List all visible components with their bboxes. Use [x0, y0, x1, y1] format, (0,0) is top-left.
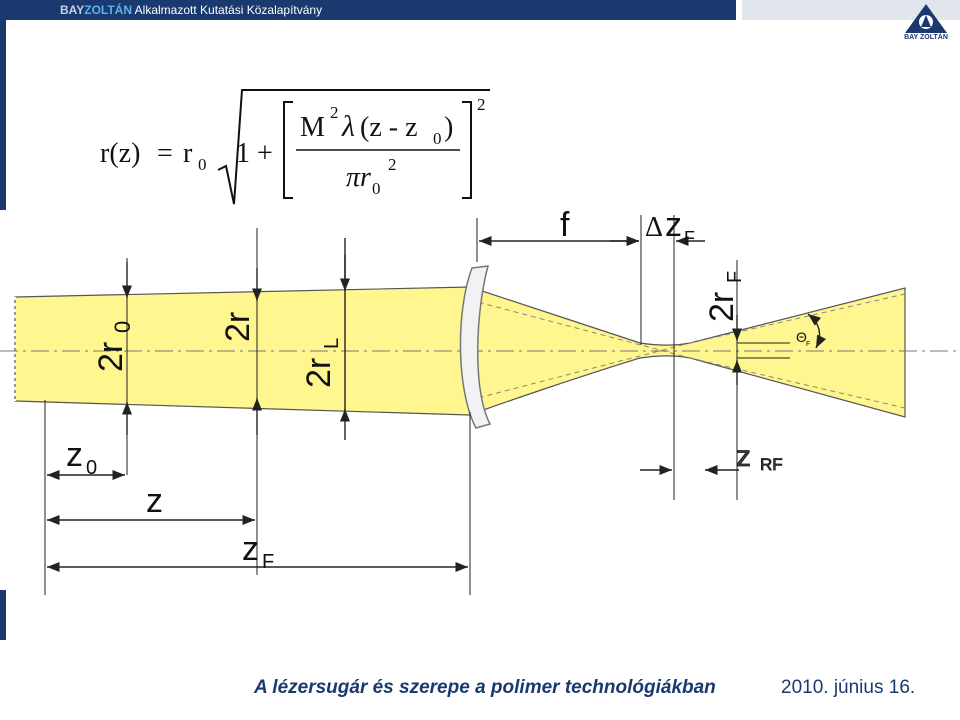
formula-paren: (z - z — [360, 112, 418, 143]
svg-text:2r: 2r — [703, 291, 741, 322]
formula-paren-close: ) — [444, 112, 454, 143]
formula-outer-exp: 2 — [477, 95, 486, 114]
svg-text:z: z — [736, 440, 751, 473]
label-delta-z: z — [665, 206, 682, 244]
formula-M-exp: 2 — [330, 103, 339, 122]
svg-text:2r: 2r — [92, 341, 130, 372]
footer-title: A lézersugár és szerepe a polimer technológiákban — [254, 677, 716, 698]
label-delta: Δ — [645, 212, 664, 243]
brand-name-part1: BAY — [60, 3, 85, 17]
svg-text:L: L — [321, 337, 343, 349]
label-f: f — [560, 206, 570, 244]
svg-text:RF: RF — [760, 455, 783, 474]
svg-text:F: F — [724, 270, 746, 283]
label-theta: Θ — [796, 329, 807, 345]
label-2rF — [703, 271, 746, 322]
organization-name: Alkalmazott Kutatási Közalapítvány — [134, 3, 323, 17]
formula-denominator: πr — [346, 162, 371, 193]
label-2r — [219, 312, 257, 342]
formula-denominator-sub: 0 — [372, 179, 381, 198]
label-zF: z — [242, 530, 259, 568]
label-z0-sub: 0 — [86, 457, 98, 479]
formula-denominator-exp: 2 — [388, 155, 397, 174]
right-bracket — [462, 102, 471, 198]
label-z: z — [146, 482, 163, 520]
formula-r: r — [183, 138, 193, 169]
footer-date: 2010. június 16. — [781, 677, 916, 698]
brand-name-part2: ZOLTÁN — [84, 3, 132, 17]
formula-equals: = — [157, 138, 173, 169]
formula-lambda: λ — [342, 110, 355, 143]
label-delta-z-sub: F — [684, 228, 695, 248]
formula-one-plus: 1 + — [236, 138, 273, 169]
formula-paren-sub: 0 — [433, 129, 442, 148]
label-z0: z — [66, 436, 83, 474]
formula-M: M — [300, 112, 325, 143]
logo-text: BAY ZOLTÁN — [904, 34, 948, 41]
formula-lhs: r(z) — [100, 138, 141, 169]
left-bracket — [284, 102, 293, 198]
beam-radius-formula — [100, 90, 490, 204]
formula-r-sub: 0 — [198, 155, 207, 174]
svg-text:2r: 2r — [300, 357, 338, 388]
label-zRF — [736, 440, 783, 474]
label-zF-sub: F — [262, 551, 275, 573]
label-theta-sub: F — [806, 341, 811, 348]
svg-text:0: 0 — [110, 320, 135, 333]
svg-text:2r: 2r — [219, 311, 257, 342]
